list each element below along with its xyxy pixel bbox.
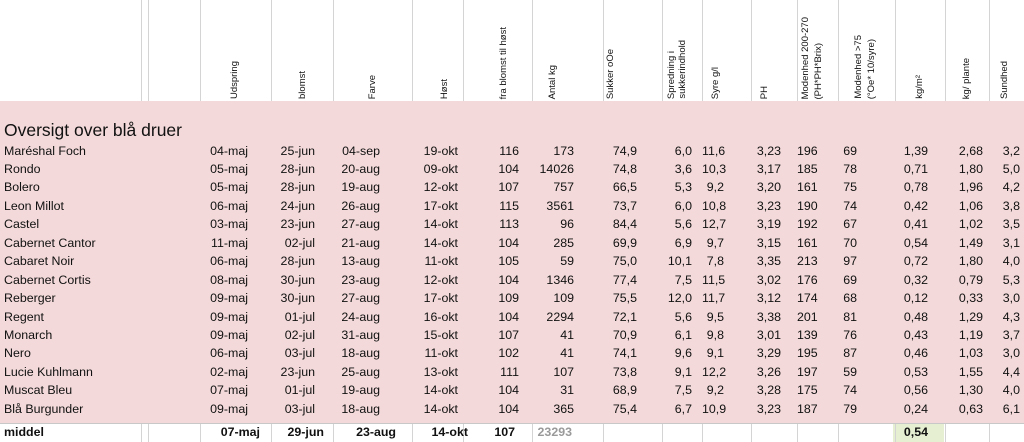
- average-dage: 107: [494, 425, 515, 439]
- header-kg-m2: kg/m²: [914, 75, 925, 99]
- cell-sukker: 75,0: [612, 254, 637, 269]
- cell-udspring: 11-maj: [211, 235, 248, 250]
- cell-sukker: 84,4: [612, 217, 637, 232]
- cell-sukker: 70,9: [612, 328, 637, 342]
- table-row: [0, 363, 1024, 381]
- cell-udspring: 06-maj: [210, 254, 248, 269]
- cell-sundhed: 3,0: [1002, 291, 1020, 306]
- cell-kgm2: 0,72: [903, 254, 928, 269]
- cell-dage: 113: [499, 217, 519, 232]
- cell-farve: 23-aug: [341, 272, 380, 287]
- cell-blomst: 25-jun: [280, 143, 315, 158]
- cell-syre: 9,5: [706, 309, 724, 324]
- cell-spredning: 6,1: [674, 328, 692, 342]
- table-row: [0, 234, 1024, 252]
- cell-kg: 41: [560, 346, 574, 361]
- cell-sukker: 77,4: [612, 272, 637, 287]
- cell-ph: 3,01: [756, 328, 781, 342]
- cell-syre: 11,6: [702, 143, 726, 158]
- table-row: [0, 308, 1024, 326]
- cell-host: 09-okt: [423, 161, 458, 176]
- cell-sundhed: 4,3: [1002, 309, 1020, 324]
- cell-blomst: 03-jul: [284, 401, 315, 416]
- cell-host: 14-okt: [423, 235, 458, 250]
- cell-farve: 26-aug: [341, 198, 380, 213]
- cell-blomst: 23-jun: [280, 217, 315, 232]
- average-blomst: 29-jun: [287, 425, 324, 439]
- cell-sukker: 74,8: [612, 161, 637, 176]
- cell-sundhed: 4,0: [1002, 383, 1020, 398]
- cell-kg: 2294: [546, 309, 574, 324]
- cell-mod1: 213: [797, 254, 818, 269]
- cell-dage: 109: [498, 291, 519, 306]
- cell-sukker: 75,4: [612, 401, 637, 416]
- table-row: [0, 326, 1024, 344]
- table-row: [0, 381, 1024, 399]
- cell-kgplante: 1,29: [958, 309, 983, 324]
- cell-mod1: 174: [797, 291, 818, 306]
- cell-spredning: 5,6: [674, 217, 692, 232]
- cell-host: 19-okt: [423, 143, 458, 158]
- cell-kg: 41: [560, 328, 574, 342]
- cell-farve: 13-aug: [341, 254, 380, 269]
- cell-udspring: 04-maj: [210, 143, 248, 158]
- cell-udspring: 03-maj: [210, 217, 248, 232]
- cell-kgplante: 0,79: [958, 272, 983, 287]
- cell-mod2: 59: [843, 364, 857, 379]
- cell-farve: 18-aug: [341, 401, 380, 416]
- cell-mod2: 67: [843, 217, 857, 232]
- cell-kgplante: 1,96: [958, 180, 983, 195]
- header-spredning-2: sukkerindhold: [677, 40, 688, 99]
- average-label: middel: [4, 425, 44, 439]
- cell-sukker: 68,9: [612, 383, 637, 398]
- cell-udspring: 05-maj: [210, 180, 248, 195]
- cell-mod2: 69: [843, 143, 857, 158]
- cell-host: 14-okt: [423, 383, 458, 398]
- cell-kgm2: 0,24: [903, 401, 928, 416]
- cell-name: Blå Burgunder: [4, 401, 84, 416]
- cell-dage: 115: [499, 198, 519, 213]
- cell-host: 15-okt: [423, 328, 458, 342]
- header-udspring: Udspring: [229, 60, 240, 99]
- cell-ph: 3,23: [756, 198, 781, 213]
- cell-blomst: 28-jun: [280, 161, 315, 176]
- cell-kg: 59: [560, 254, 574, 269]
- cell-blomst: 23-jun: [280, 364, 315, 379]
- cell-farve: 24-aug: [341, 309, 380, 324]
- table-row: [0, 252, 1024, 270]
- table-row: [0, 400, 1024, 418]
- cell-host: 16-okt: [423, 309, 458, 324]
- cell-kg: 14026: [539, 161, 574, 176]
- header-antal-kg: Antal kg: [547, 64, 558, 99]
- cell-dage: 104: [498, 235, 519, 250]
- cell-ph: 3,26: [756, 364, 781, 379]
- header-spredning-1: Spredning i: [666, 50, 677, 99]
- header-host: Høst: [439, 78, 450, 99]
- cell-ph: 3,23: [756, 143, 781, 158]
- cell-mod2: 97: [843, 254, 857, 269]
- cell-spredning: 6,9: [674, 235, 692, 250]
- cell-farve: 19-aug: [341, 180, 380, 195]
- cell-mod2: 79: [843, 401, 857, 416]
- cell-ph: 3,20: [756, 180, 781, 195]
- cell-spredning: 5,6: [674, 309, 692, 324]
- cell-sukker: 74,9: [612, 143, 637, 158]
- header-blomst: blomst: [297, 71, 308, 99]
- cell-sukker: 72,1: [612, 309, 637, 324]
- cell-farve: 21-aug: [341, 235, 380, 250]
- cell-kgplante: 0,33: [958, 291, 983, 306]
- table-row: [0, 142, 1024, 160]
- cell-kgplante: 1,49: [958, 235, 983, 250]
- cell-kgm2: 0,56: [903, 383, 928, 398]
- table-row: [0, 271, 1024, 289]
- cell-syre: 12,7: [702, 217, 727, 232]
- cell-kg: 96: [560, 217, 574, 232]
- cell-kgm2: 0,53: [903, 364, 928, 379]
- cell-kgplante: 2,68: [958, 143, 983, 158]
- cell-name: Bolero: [4, 180, 40, 195]
- cell-name: Cabaret Noir: [4, 254, 75, 269]
- cell-mod2: 69: [843, 272, 857, 287]
- table-body: [0, 101, 1024, 423]
- cell-kg: 757: [553, 180, 574, 195]
- cell-spredning: 10,1: [667, 254, 692, 269]
- cell-kgplante: 1,80: [958, 161, 983, 176]
- cell-ph: 3,19: [756, 217, 781, 232]
- cell-mod1: 161: [797, 235, 818, 250]
- cell-name: Castel: [4, 217, 40, 232]
- cell-mod2: 87: [843, 346, 857, 361]
- cell-syre: 9,8: [706, 328, 724, 342]
- cell-blomst: 02-jul: [284, 235, 315, 250]
- cell-ph: 3,38: [756, 309, 781, 324]
- table-title: Oversigt over blå druer: [4, 120, 182, 140]
- cell-syre: 12,2: [702, 364, 727, 379]
- cell-blomst: 01-jul: [284, 309, 315, 324]
- cell-kgm2: 0,42: [903, 198, 928, 213]
- header-kg-plante: kg/ plante: [961, 57, 972, 99]
- cell-kgplante: 0,63: [958, 401, 983, 416]
- cell-dage: 104: [498, 272, 519, 287]
- cell-kgm2: 0,71: [903, 161, 928, 176]
- cell-sundhed: 3,1: [1002, 235, 1020, 250]
- cell-blomst: 28-jun: [280, 180, 315, 195]
- cell-host: 13-okt: [423, 364, 458, 379]
- cell-ph: 3,17: [756, 161, 781, 176]
- cell-udspring: 09-maj: [210, 291, 248, 306]
- cell-udspring: 05-maj: [210, 161, 248, 176]
- cell-host: 12-okt: [423, 272, 458, 287]
- cell-spredning: 6,7: [674, 401, 692, 416]
- cell-kgm2: 0,54: [903, 235, 928, 250]
- header-sundhed: Sundhed: [999, 60, 1010, 99]
- cell-name: Reberger: [4, 291, 56, 306]
- cell-spredning: 7,5: [674, 383, 692, 398]
- cell-ph: 3,29: [756, 346, 781, 361]
- cell-name: Cabernet Cantor: [4, 235, 96, 250]
- cell-kg: 3561: [546, 198, 574, 213]
- cell-sukker: 66,5: [612, 180, 637, 195]
- cell-blomst: 30-jun: [280, 272, 315, 287]
- cell-mod2: 74: [843, 198, 857, 213]
- table-row: [0, 178, 1024, 196]
- cell-blomst: 30-jun: [280, 291, 315, 306]
- cell-spredning: 5,3: [674, 180, 692, 195]
- cell-syre: 10,8: [702, 198, 727, 213]
- cell-farve: 20-aug: [341, 161, 380, 176]
- cell-dage: 104: [498, 309, 519, 324]
- cell-mod1: 195: [797, 346, 818, 361]
- cell-dage: 107: [498, 180, 519, 195]
- cell-kg: 109: [553, 291, 574, 306]
- cell-udspring: 06-maj: [210, 346, 248, 361]
- cell-sukker: 69,9: [612, 235, 637, 250]
- cell-dage: 105: [498, 254, 519, 269]
- cell-ph: 3,02: [756, 272, 781, 287]
- cell-name: Muscat Bleu: [4, 383, 73, 398]
- cell-farve: 25-aug: [341, 364, 380, 379]
- cell-mod1: 192: [797, 217, 818, 232]
- cell-host: 17-okt: [423, 291, 458, 306]
- cell-kgm2: 1,39: [903, 143, 928, 158]
- cell-kgplante: 1,19: [958, 328, 983, 342]
- cell-sundhed: 3,0: [1002, 346, 1020, 361]
- cell-blomst: 01-jul: [284, 383, 315, 398]
- cell-spredning: 12,0: [667, 291, 692, 306]
- table-row: [0, 344, 1024, 362]
- cell-kgm2: 0,78: [903, 180, 928, 195]
- average-udspring: 07-maj: [220, 425, 260, 439]
- cell-syre: 10,9: [702, 401, 727, 416]
- header-sukker: Sukker oOe: [605, 48, 616, 99]
- cell-sundhed: 4,0: [1002, 254, 1020, 269]
- cell-kgm2: 0,32: [903, 272, 928, 287]
- cell-spredning: 9,1: [674, 364, 692, 379]
- cell-host: 17-okt: [423, 198, 458, 213]
- cell-name: Lucie Kuhlmann: [4, 364, 93, 379]
- table-row: [0, 160, 1024, 178]
- cell-mod2: 74: [843, 383, 857, 398]
- cell-sukker: 74,1: [612, 346, 637, 361]
- cell-spredning: 3,6: [674, 161, 692, 176]
- cell-host: 12-okt: [423, 180, 458, 195]
- cell-mod2: 76: [843, 328, 857, 342]
- cell-kgplante: 1,03: [958, 346, 983, 361]
- cell-kgm2: 0,41: [903, 217, 928, 232]
- cell-kgm2: 0,12: [903, 291, 928, 306]
- cell-farve: 19-aug: [341, 383, 380, 398]
- cell-farve: 27-aug: [341, 291, 380, 306]
- cell-syre: 11,5: [702, 272, 726, 287]
- cell-mod1: 139: [797, 328, 818, 342]
- header-modenhed1-1: Modenhed 200-270: [800, 16, 811, 99]
- cell-blomst: 24-jun: [280, 198, 315, 213]
- cell-syre: 9,2: [706, 383, 724, 398]
- table-row: [0, 215, 1024, 233]
- header-row: [0, 0, 1024, 101]
- cell-mod1: 187: [797, 401, 818, 416]
- cell-mod2: 81: [843, 309, 857, 324]
- average-kg-m2: 0,54: [903, 425, 928, 439]
- cell-sundhed: 3,5: [1002, 217, 1020, 232]
- cell-mod2: 75: [843, 180, 857, 195]
- cell-sukker: 73,8: [612, 364, 637, 379]
- cell-sundhed: 4,4: [1002, 364, 1020, 379]
- cell-dage: 102: [498, 346, 519, 361]
- cell-udspring: 08-maj: [210, 272, 248, 287]
- cell-udspring: 09-maj: [210, 309, 248, 324]
- cell-syre: 10,3: [702, 161, 727, 176]
- cell-host: 11-okt: [424, 254, 458, 269]
- cell-spredning: 6,0: [674, 143, 692, 158]
- cell-name: Regent: [4, 309, 44, 324]
- header-farve: Farve: [367, 74, 378, 99]
- cell-mod1: 197: [797, 364, 818, 379]
- cell-farve: 27-aug: [341, 217, 380, 232]
- cell-syre: 9,7: [706, 235, 724, 250]
- cell-syre: 9,1: [706, 346, 724, 361]
- cell-blomst: 28-jun: [280, 254, 315, 269]
- cell-sukker: 73,7: [612, 198, 637, 213]
- cell-syre: 11,7: [702, 291, 726, 306]
- cell-kgm2: 0,48: [903, 309, 928, 324]
- cell-name: Leon Millot: [4, 198, 64, 213]
- cell-sundhed: 3,2: [1002, 143, 1020, 158]
- cell-mod2: 68: [843, 291, 857, 306]
- average-host: 14-okt: [431, 425, 468, 439]
- cell-ph: 3,12: [756, 291, 781, 306]
- cell-host: 14-okt: [423, 217, 458, 232]
- average-farve: 23-aug: [356, 425, 396, 439]
- cell-kg: 31: [560, 383, 574, 398]
- cell-sundhed: 5,0: [1002, 161, 1020, 176]
- header-syre: Syre g/l: [710, 66, 721, 99]
- cell-name: Rondo: [4, 161, 41, 176]
- cell-udspring: 07-maj: [210, 383, 248, 398]
- cell-kgplante: 1,30: [958, 383, 983, 398]
- cell-kg: 1346: [546, 272, 574, 287]
- cell-sundhed: 5,3: [1002, 272, 1020, 287]
- cell-kg: 173: [553, 143, 574, 158]
- cell-name: Cabernet Cortis: [4, 272, 91, 287]
- cell-kgm2: 0,43: [903, 328, 928, 342]
- cell-dage: 104: [498, 383, 519, 398]
- average-row: [0, 423, 1024, 442]
- cell-dage: 104: [498, 161, 519, 176]
- table-row: [0, 289, 1024, 307]
- cell-ph: 3,15: [756, 235, 781, 250]
- header-modenhed2-1: Modenhed >75: [853, 35, 864, 99]
- cell-blomst: 02-jul: [284, 328, 315, 342]
- cell-udspring: 02-maj: [210, 364, 248, 379]
- cell-kgm2: 0,46: [903, 346, 928, 361]
- cell-sundhed: 4,2: [1002, 180, 1020, 195]
- cell-udspring: 09-maj: [210, 328, 248, 342]
- header-fra-blomst: fra blomst til høst: [498, 26, 509, 99]
- header-modenhed2-2: (°Oe* 10/syre): [866, 38, 877, 99]
- header-modenhed1-2: (PH*PH*Brix): [813, 42, 824, 99]
- cell-host: 11-okt: [424, 346, 458, 361]
- cell-dage: 116: [499, 143, 519, 158]
- cell-udspring: 09-maj: [210, 401, 248, 416]
- average-kg: 23293: [537, 425, 572, 439]
- cell-ph: 3,35: [756, 254, 781, 269]
- cell-kgplante: 1,06: [958, 198, 983, 213]
- cell-dage: 107: [498, 328, 519, 342]
- cell-mod1: 185: [797, 161, 818, 176]
- cell-dage: 104: [498, 401, 519, 416]
- cell-spredning: 9,6: [674, 346, 692, 361]
- table-row: [0, 197, 1024, 215]
- cell-farve: 31-aug: [341, 328, 380, 342]
- cell-syre: 9,2: [706, 180, 724, 195]
- cell-mod1: 175: [797, 383, 818, 398]
- cell-mod1: 190: [797, 198, 818, 213]
- cell-kgplante: 1,80: [958, 254, 983, 269]
- cell-ph: 3,23: [756, 401, 781, 416]
- header-ph: PH: [759, 85, 770, 99]
- cell-ph: 3,28: [756, 383, 781, 398]
- cell-name: Monarch: [4, 328, 53, 342]
- cell-name: Nero: [4, 346, 31, 361]
- cell-name: Maréshal Foch: [4, 143, 86, 158]
- cell-mod1: 196: [797, 143, 818, 158]
- cell-kgplante: 1,55: [958, 364, 983, 379]
- cell-mod1: 176: [797, 272, 818, 287]
- cell-mod1: 201: [797, 309, 818, 324]
- cell-dage: 111: [500, 364, 519, 379]
- cell-spredning: 7,5: [674, 272, 692, 287]
- cell-sukker: 75,5: [612, 291, 637, 306]
- cell-sundhed: 6,1: [1002, 401, 1020, 416]
- cell-spredning: 6,0: [674, 198, 692, 213]
- cell-blomst: 03-jul: [284, 346, 315, 361]
- cell-syre: 7,8: [706, 254, 724, 269]
- cell-host: 14-okt: [423, 401, 458, 416]
- cell-sundhed: 3,7: [1002, 328, 1020, 342]
- cell-kg: 285: [553, 235, 574, 250]
- cell-mod2: 70: [843, 235, 857, 250]
- cell-sundhed: 3,8: [1002, 198, 1020, 213]
- cell-udspring: 06-maj: [210, 198, 248, 213]
- cell-mod1: 161: [797, 180, 818, 195]
- cell-mod2: 78: [843, 161, 857, 176]
- cell-kgplante: 1,02: [958, 217, 983, 232]
- cell-kg: 107: [553, 364, 574, 379]
- cell-farve: 04-sep: [342, 143, 380, 158]
- cell-kg: 365: [553, 401, 574, 416]
- cell-farve: 18-aug: [341, 346, 380, 361]
